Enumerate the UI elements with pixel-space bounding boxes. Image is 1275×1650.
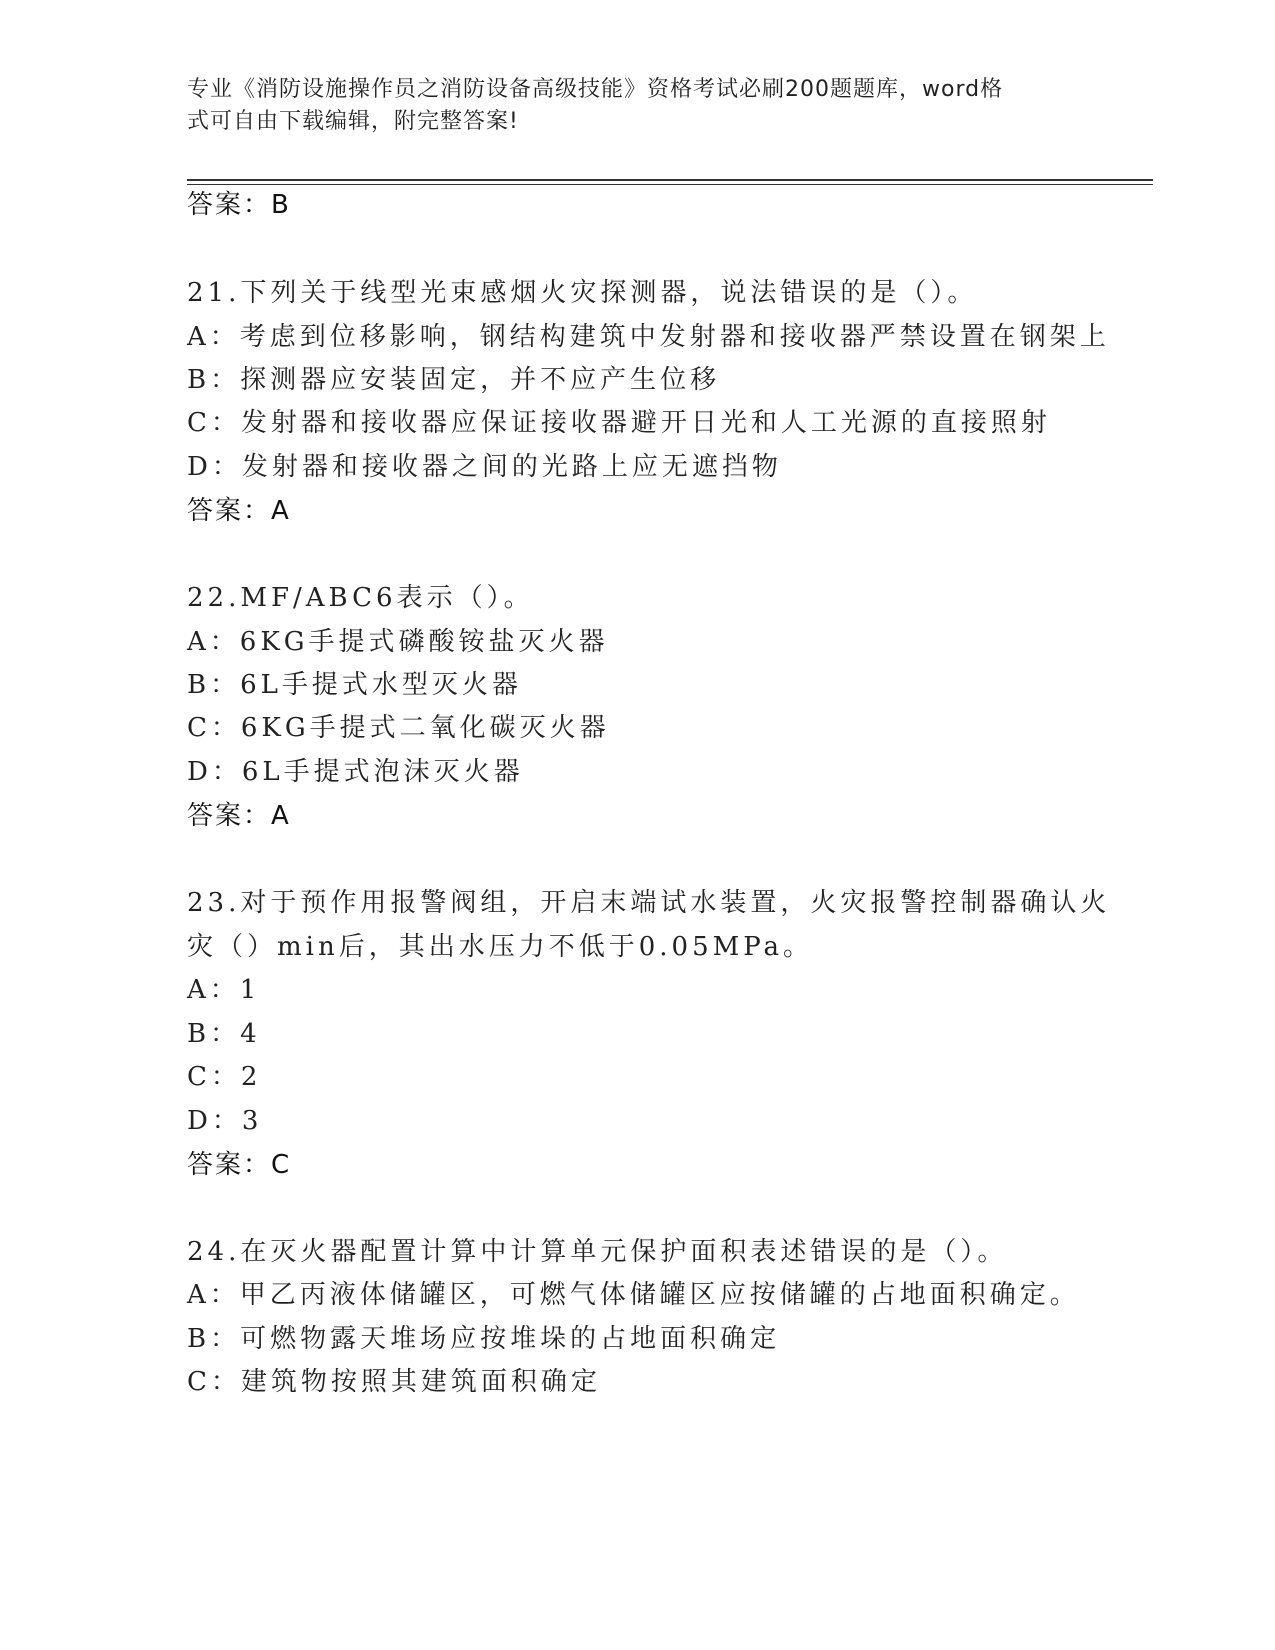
q23-answer: 答案：C xyxy=(187,1150,292,1180)
q23-option-a: A：1 xyxy=(187,975,261,1005)
q21-answer: 答案：A xyxy=(187,496,291,526)
header-line-1: 专业《消防设施操作员之消防设备高级技能》资格考试必刷200题题库，word格 xyxy=(187,77,1004,102)
q21-option-c: C：发射器和接收器应保证接收器避开日光和人工光源的直接照射 xyxy=(187,408,1051,438)
q24-option-a: A：甲乙丙液体储罐区，可燃气体储罐区应按储罐的占地面积确定。 xyxy=(187,1280,1080,1310)
q23-option-c: C：2 xyxy=(187,1062,262,1092)
q22-option-b: B：6L手提式水型灭火器 xyxy=(187,670,522,700)
q22-answer: 答案：A xyxy=(187,801,291,831)
q22-option-a: A：6KG手提式磷酸铵盐灭火器 xyxy=(187,627,609,657)
q21-option-d: D：发射器和接收器之间的光路上应无遮挡物 xyxy=(187,452,782,482)
document-header xyxy=(187,74,1067,138)
q23-option-d: D：3 xyxy=(187,1106,263,1136)
q21-stem: 21.下列关于线型光束感烟火灾探测器，说法错误的是（）。 xyxy=(187,278,978,308)
q24-option-c: C：建筑物按照其建筑面积确定 xyxy=(187,1367,601,1397)
q21-option-a: A：考虑到位移影响，钢结构建筑中发射器和接收器严禁设置在钢架上 xyxy=(187,322,1110,352)
q24-option-b: B：可燃物露天堆场应按堆垛的占地面积确定 xyxy=(187,1324,781,1354)
header-line-2: 式可自由下载编辑，附完整答案! xyxy=(187,109,519,134)
q21-option-b: B：探测器应安装固定，并不应产生位移 xyxy=(187,365,721,395)
header-rule-thick xyxy=(187,179,1153,181)
header-rule-thin xyxy=(187,184,1153,185)
answer-prev: 答案：B xyxy=(187,190,291,220)
q22-option-c: C：6KG手提式二氧化碳灭火器 xyxy=(187,713,610,743)
q23-option-b: B：4 xyxy=(187,1019,261,1049)
q24-stem: 24.在灭火器配置计算中计算单元保护面积表述错误的是（）。 xyxy=(187,1237,1008,1267)
q22-option-d: D：6L手提式泡沫灭火器 xyxy=(187,757,524,787)
q23-stem-line-2: 灾（）min后，其出水压力不低于0.05MPa。 xyxy=(187,932,814,962)
q22-stem: 22.MF/ABC6表示（）。 xyxy=(187,583,534,613)
q23-stem-line-1: 23.对于预作用报警阀组，开启末端试水装置，火灾报警控制器确认火 xyxy=(187,888,1111,918)
